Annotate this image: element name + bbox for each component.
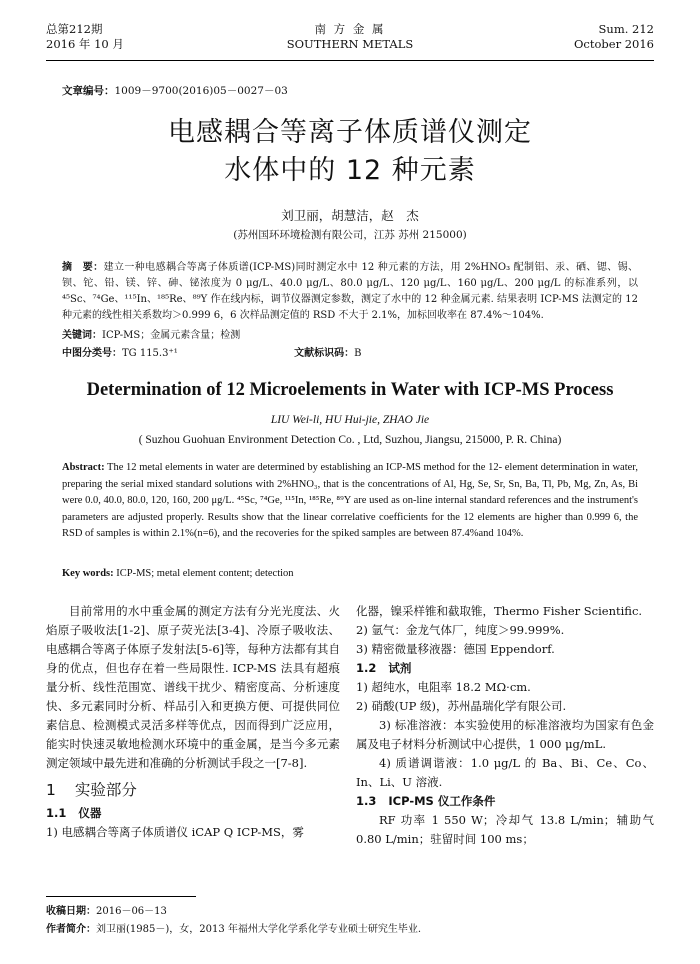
subsection-1-2-number: 1.2: [356, 661, 377, 675]
operating-conditions: RF 功率 1 550 W；冷却气 13.8 L/min；辅助气 0.80 L/min；驻留时间 100 ms；: [356, 813, 654, 846]
bio-label: 作者简介：: [46, 924, 96, 935]
subsection-1-1-heading: [46, 804, 340, 823]
clc-label: 中图分类号：: [62, 348, 122, 359]
subsection-1-2-heading: [356, 659, 654, 678]
doc-code-label: 文献标识码：: [294, 348, 355, 359]
title-cn-line2: 水体中的 12 种元素: [224, 155, 476, 186]
keywords-cn-text: ICP-MS；金属元素含量；检测: [102, 330, 241, 341]
keywords-cn: [62, 328, 638, 344]
article-number: [62, 84, 288, 99]
reagent-item-2: 2) 硝酸(UP 级)，苏州晶瑞化学有限公司.: [356, 699, 567, 713]
keywords-cn-label: 关键词：: [62, 330, 102, 341]
subsection-1-3-heading: [356, 792, 654, 811]
issue-sum-cn: 总第212期: [46, 22, 103, 36]
reagent-item-1: 1) 超纯水，电阻率 18.2 MΩ·cm.: [356, 680, 531, 694]
keywords-en-text: ICP-MS; metal element content; detection: [113, 568, 294, 579]
received-date: [46, 904, 167, 920]
section-1-heading: [46, 781, 340, 800]
subsection-1-2-title: 试剂: [388, 661, 412, 675]
section-1-title: 实验部分: [74, 781, 137, 799]
authors-en: LIU Wei-li, HU Hui-jie, ZHAO Jie: [270, 414, 430, 426]
title-cn: [0, 114, 700, 190]
instrument-item-1: 1) 电感耦合等离子体质谱仪 iCAP Q ICP-MS，雾: [46, 825, 304, 839]
abstract-en-label: Abstract:: [62, 462, 105, 473]
received-label: 收稿日期：: [46, 906, 96, 917]
abstract-cn: [62, 260, 638, 324]
subsection-1-1-title: 仪器: [78, 806, 102, 820]
journal-name-en: SOUTHERN METALS: [286, 37, 414, 51]
right-column: [356, 602, 654, 849]
title-cn-line1: 电感耦合等离子体质谱仪测定: [168, 117, 532, 148]
footnote-rule: [46, 896, 196, 897]
issue-date-en: October 2016: [573, 37, 654, 51]
reagent-item-4: 4) 质谱调谐液：1.0 μg/L 的 Ba、Bi、Ce、Co、In、Li、U 溶液.: [356, 756, 654, 789]
instrument-item-3: 3) 精密微量移液器：德国 Eppendorf.: [356, 642, 555, 656]
issue-date-cn: 2016 年 10 月: [46, 37, 124, 51]
classification: [62, 346, 638, 362]
subsection-1-1-number: 1.1: [46, 806, 67, 820]
journal-name-cn: 南 方 金 属: [314, 22, 386, 36]
reagent-item-3: 3) 标准溶液：本实验使用的标准溶液均为国家有色金属及电子材料分析测试中心提供，1 000 μg/mL.: [356, 718, 654, 751]
left-column: [46, 602, 340, 842]
subsection-1-3-number: 1.3: [356, 794, 377, 808]
clc-value: TG 115.3⁺¹: [122, 348, 178, 359]
title-en: Determination of 12 Microelements in Water with ICP-MS Process: [86, 380, 614, 400]
article-number-value: 1009－9700(2016)05－0027－03: [114, 85, 288, 97]
header-rule: [46, 60, 654, 61]
abstract-en: [62, 460, 638, 543]
article-number-label: 文章编号：: [62, 85, 115, 97]
subsection-1-3-title: ICP-MS 仪工作条件: [388, 794, 496, 808]
abstract-en-text: The 12 metal elements in water are determined by establishing an ICP-MS method for the 12- element determination in water, preparing the serial mixed standard solutions with 2%HNO₃, that is the concentrations of Al, Hg, Se, Sr, Sn, Ba, Tl, Pb, Mg, Zn, As, Bi were 0.0, 40.0, 80.0, 120, 160, 200 μg/L. ⁴⁵Sc, ⁷⁴Ge, ¹¹⁵In, ¹⁸⁵Re, ⁸⁹Y are used as on-line internal standard references and the instrument's parameters are adjusted properly. Results show that the linear correlative coefficients for the 12 elements are higher than 0.999 6, the RSD of samples is within 2.1%(n=6), and the recoveries for the spiked samples are between 87.4%and 104%.: [62, 462, 638, 539]
received-value: 2016－06－13: [96, 906, 167, 917]
author-bio: [46, 922, 656, 938]
instrument-item-2: 2) 氩气：金龙气体厂，纯度＞99.999%.: [356, 623, 565, 637]
keywords-en-label: Key words:: [62, 568, 114, 579]
bio-value: 刘卫丽(1985－)，女，2013 年福州大学化学系化学专业硕士研究生毕业.: [96, 924, 422, 935]
authors-cn: 刘卫丽，胡慧洁，赵 杰: [281, 208, 419, 223]
affiliation-cn: (苏州国环环境检测有限公司，江苏 苏州 215000): [233, 229, 467, 241]
abstract-cn-text: 建立一种电感耦合等离子体质谱(ICP-MS)同时测定水中 12 种元素的方法，用 2%HNO₃ 配制铝、汞、硒、锶、锡、钡、铊、铅、镁、锌、砷、铋浓度为 0 μg/L、40.0 μg/L、80.0 μg/L、120 μg/L、160 μg/L、200 μg/L 的标准系列，以⁴⁵Sc、⁷⁴Ge、¹¹⁵In、¹⁸⁵Re、⁸⁹Y 作在线内标，调节仪器测定参数，测定了水中的 12 种金属元素. 结果表明 ICP-MS 法测定的 12 种元素的线性相关系数均＞0.999 6，6 次样品测定值的 RSD 不大于 2.1%，加标回收率在 87.4%～104%.: [62, 262, 639, 321]
abstract-cn-label: 摘 要：: [62, 262, 104, 273]
header-right: [574, 22, 654, 52]
intro-paragraph: 目前常用的水中重金属的测定方法有分光光度法、火焰原子吸收法[1-2]、原子荧光法[3-4]、冷原子吸收法、电感耦合等离子体原子发射法[5-6]等，每种方法都有其自身的优点，但也存在着一些局限性. ICP-MS 法具有超痕量分析、线性范围宽、谱线干扰少、精密度高、分析速度快、多元素同时分析、样品引入和更换方便、可提供同位素信息、检测模式灵活多样等优点，因而得到广泛应用，能实时快速灵敏地检测水环境中的重金属，是当今多元素测定领域中最先进和准确的分析测试手段之一[7-8].: [46, 604, 340, 770]
doc-code-value: B: [354, 348, 362, 359]
affiliation-en: ( Suzhou Guohuan Environment Detection Co. , Ltd, Suzhou, Jiangsu, 215000, P. R. China): [138, 434, 562, 446]
instrument-item-1-continued: 化器，镍采样锥和截取锥，Thermo Fisher Scientific.: [356, 604, 643, 618]
issue-sum-en: Sum. 212: [598, 22, 654, 36]
keywords-en: [62, 566, 638, 583]
section-1-number: 1: [46, 781, 56, 799]
